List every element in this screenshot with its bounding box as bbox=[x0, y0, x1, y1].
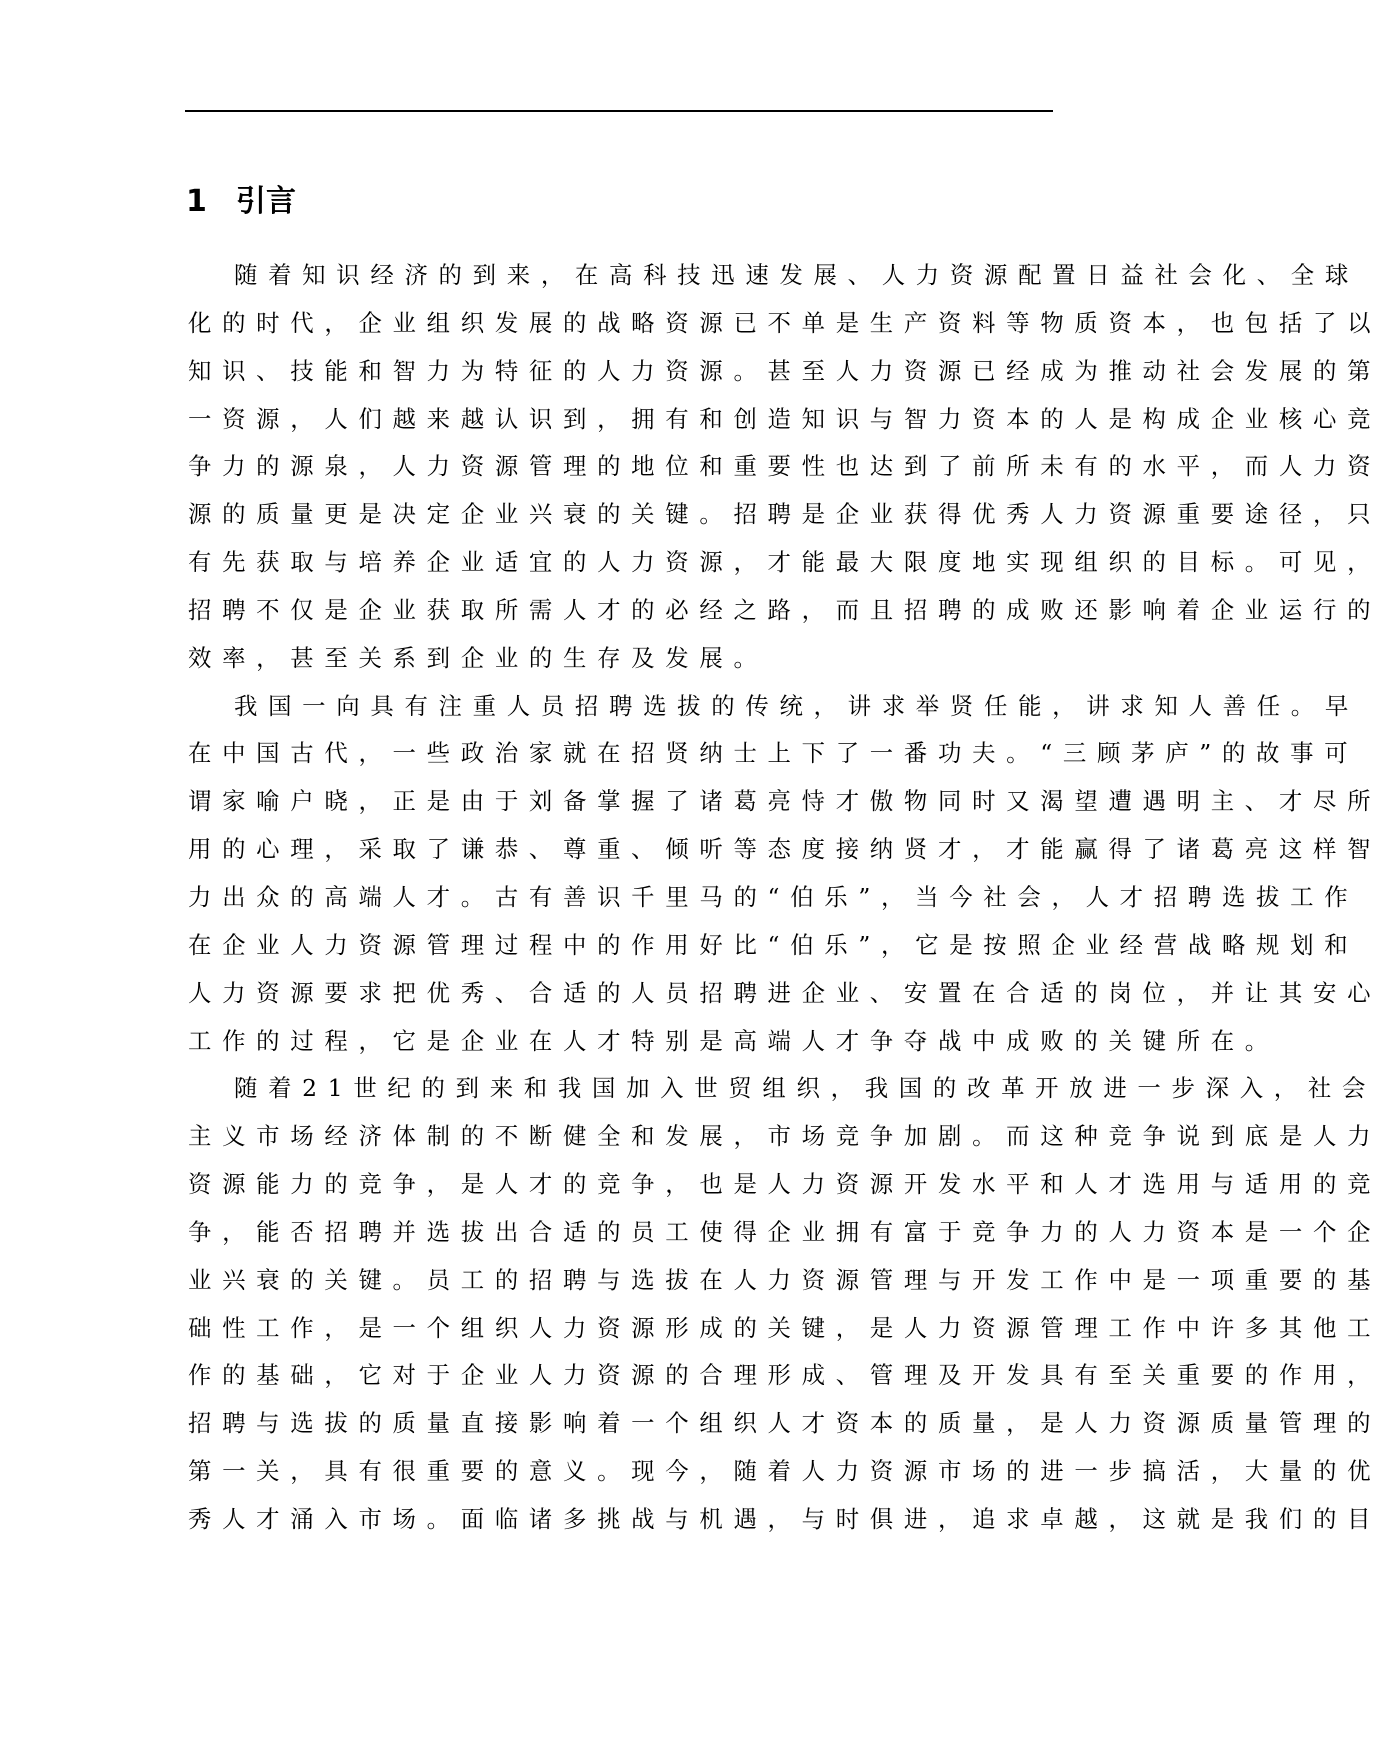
paragraph-3-line-6: 础性工作，是一个组织人力资源形成的关键，是人力资源管理工作中许多其他工 bbox=[188, 1313, 1381, 1342]
paragraph-3-line-7: 作的基础，它对于企业人力资源的合理形成、管理及开发具有至关重要的作用， bbox=[188, 1361, 1381, 1390]
paragraph-1-line-9: 效率，甚至关系到企业的生存及发展。 bbox=[188, 643, 768, 672]
paragraph-2-line-8: 工作的过程，它是企业在人才特别是高端人才争夺战中成败的关键所在。 bbox=[188, 1026, 1279, 1055]
paragraph-3-line-5: 业兴衰的关键。员工的招聘与选拔在人力资源管理与开发工作中是一项重要的基 bbox=[188, 1265, 1381, 1294]
paragraph-3-line-4: 争，能否招聘并选拔出合适的员工使得企业拥有富于竞争力的人力资本是一个企 bbox=[188, 1217, 1381, 1246]
paragraph-2-line-3: 谓家喻户晓，正是由于刘备掌握了诸葛亮恃才傲物同时又渴望遭遇明主、才尽所 bbox=[188, 787, 1381, 816]
paragraph-1-line-4: 一资源，人们越来越认识到，拥有和创造知识与智力资本的人是构成企业核心竞 bbox=[188, 404, 1381, 433]
header-rule bbox=[185, 110, 1053, 112]
paragraph-1-line-1: 随着知识经济的到来，在高科技迅速发展、人力资源配置日益社会化、全球 bbox=[234, 261, 1359, 289]
paragraph-2-line-5: 力出众的高端人才。古有善识千里马的“伯乐”，当今社会，人才招聘选拔工作 bbox=[188, 882, 1359, 911]
paragraph-1-line-3: 知识、技能和智力为特征的人力资源。甚至人力资源已经成为推动社会发展的第 bbox=[188, 356, 1381, 385]
section-number: 1 bbox=[186, 184, 207, 219]
section-title: 引言 bbox=[236, 184, 296, 219]
paragraph-3-line-9: 第一关，具有很重要的意义。现今，随着人力资源市场的进一步搞活，大量的优 bbox=[188, 1457, 1381, 1486]
paragraph-3-line-2: 主义市场经济体制的不断健全和发展，市场竞争加剧。而这种竞争说到底是人力 bbox=[188, 1122, 1381, 1151]
body-text bbox=[188, 252, 1381, 1544]
paragraph-2-line-7: 人力资源要求把优秀、合适的人员招聘进企业、安置在合适的岗位，并让其安心 bbox=[188, 978, 1381, 1007]
paragraph-3-line-8: 招聘与选拔的质量直接影响着一个组织人才资本的质量，是人力资源质量管理的 bbox=[188, 1409, 1381, 1438]
paragraph-2-line-6: 在企业人力资源管理过程中的作用好比“伯乐”，它是按照企业经营战略规划和 bbox=[188, 930, 1359, 959]
section-heading bbox=[186, 180, 296, 224]
paragraph-1-line-5: 争力的源泉，人力资源管理的地位和重要性也达到了前所未有的水平，而人力资 bbox=[188, 452, 1381, 481]
paragraph-3-line-3: 资源能力的竞争，是人才的竞争，也是人力资源开发水平和人才选用与适用的竞 bbox=[188, 1170, 1381, 1199]
paragraph-2-line-2: 在中国古代，一些政治家就在招贤纳士上下了一番功夫。“三顾茅庐”的故事可 bbox=[188, 739, 1359, 768]
paragraph-1-line-2: 化的时代，企业组织发展的战略资源已不单是生产资料等物质资本，也包括了以 bbox=[188, 308, 1381, 337]
paragraph-1-line-7: 有先获取与培养企业适宜的人力资源，才能最大限度地实现组织的目标。可见， bbox=[188, 548, 1381, 577]
paragraph-1-line-6: 源的质量更是决定企业兴衰的关键。招聘是企业获得优秀人力资源重要途径，只 bbox=[188, 500, 1381, 529]
paragraph-1-line-8: 招聘不仅是企业获取所需人才的必经之路，而且招聘的成败还影响着企业运行的 bbox=[188, 595, 1381, 624]
paragraph-2-line-4: 用的心理，采取了谦恭、尊重、倾听等态度接纳贤才，才能赢得了诸葛亮这样智 bbox=[188, 835, 1381, 864]
paragraph-3-line-1: 随着21世纪的到来和我国加入世贸组织，我国的改革开放进一步深入，社会 bbox=[234, 1074, 1377, 1103]
paragraph-2-line-1: 我国一向具有注重人员招聘选拔的传统，讲求举贤任能，讲求知人善任。早 bbox=[234, 691, 1359, 720]
paragraph-3-line-10: 秀人才涌入市场。面临诸多挑战与机遇，与时俱进，追求卓越，这就是我们的目 bbox=[188, 1504, 1381, 1533]
